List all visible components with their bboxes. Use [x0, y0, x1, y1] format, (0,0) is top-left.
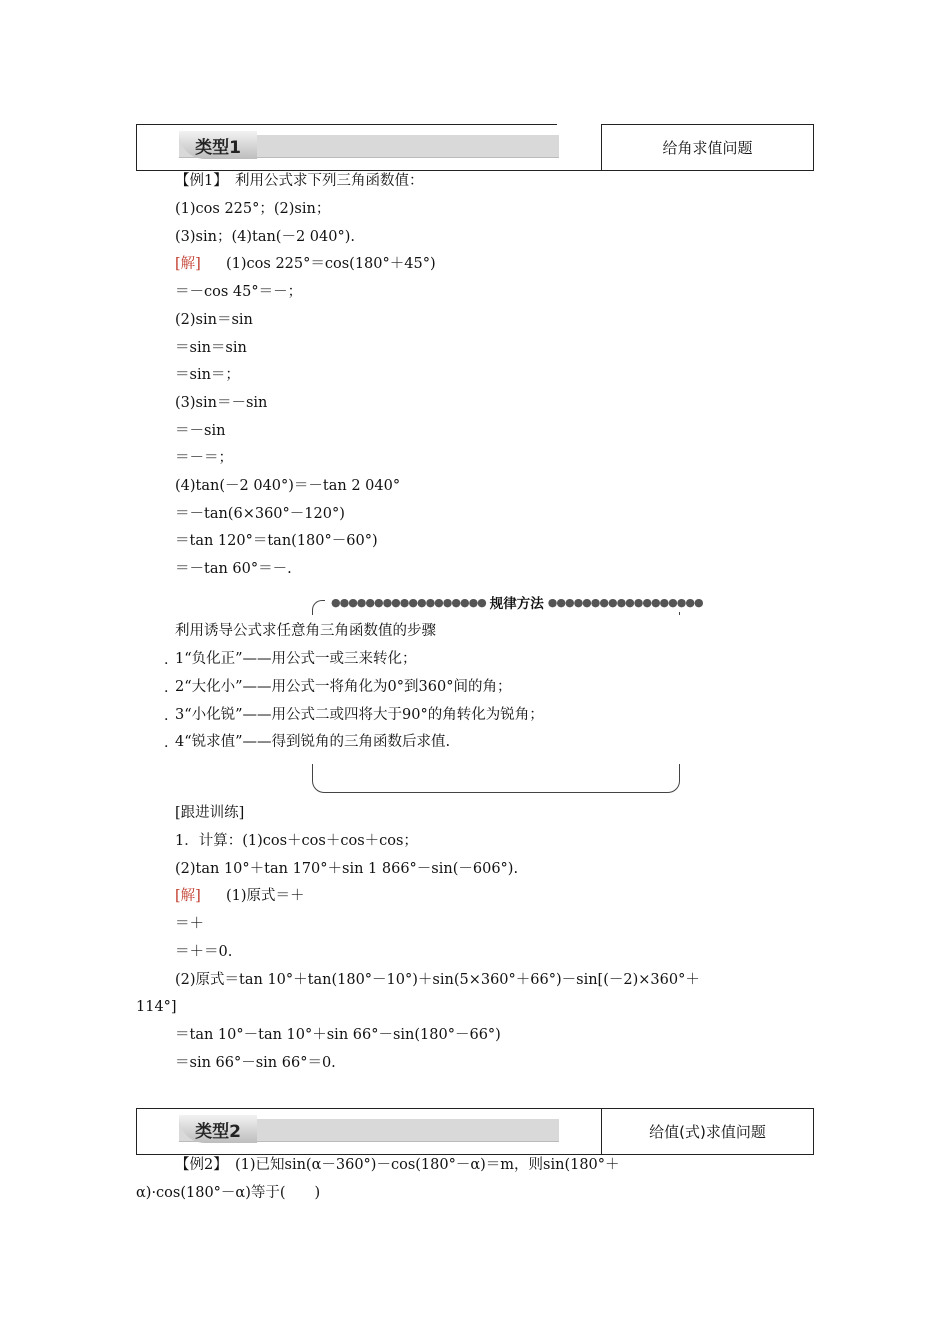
- example1-line-0: 【例1】 利用公式求下列三角函数值：: [175, 173, 424, 189]
- type2-header: [136, 1108, 814, 1155]
- type1-title: 给角求值问题: [662, 139, 753, 157]
- example1-line-7: ＝sin＝；: [175, 367, 240, 383]
- practice-s5: ＝tan 10°－tan 10°＋sin 66°－sin(180°－66°): [175, 1027, 501, 1043]
- type2-badge: 类型2: [179, 1115, 257, 1143]
- example1-line-13: ＝tan 120°＝tan(180°－60°): [175, 533, 378, 549]
- method-item-4: 4“锐求值”——得到锐角的三角函数后求值.: [175, 734, 451, 750]
- practice-s1: (1)原式＝＋: [226, 888, 305, 904]
- method-box-bottom: [312, 764, 680, 793]
- example1-line-3: (1)cos 225°＝cos(180°＋45°): [226, 256, 436, 272]
- example1-line-9: ＝－sin: [175, 423, 226, 439]
- method-title: ●●●●●●●●●●●●●●●●●● 规律方法 ●●●●●●●●●●●●●●●●●●: [325, 592, 709, 612]
- example1-line-14: ＝－tan 60°＝－.: [175, 561, 292, 577]
- example1-line-2: (3)sin；(4)tan(－2 040°).: [175, 229, 355, 245]
- practice-s2: ＝＋: [175, 916, 204, 932]
- example2-line-1: 【例2】 (1)已知sin(α－360°)－cos(180°－α)＝m，则sin(180°＋: [175, 1157, 620, 1173]
- type2-title: 给值(式)求值问题: [649, 1123, 766, 1141]
- method-item-1: 1“负化正”——用公式一或三来转化；: [175, 651, 417, 667]
- practice-solution-tag: [解]: [175, 888, 201, 904]
- method-item-2: 2“大化小”——用公式一将角化为0°到360°间的角；: [175, 679, 512, 695]
- example1-line-11: (4)tan(－2 040°)＝－tan 2 040°: [175, 478, 401, 494]
- example1-line-1: (1)cos 225°；(2)sin；: [175, 201, 331, 217]
- method-item-3: 3“小化锐”——用公式二或四将大于90°的角转化为锐角；: [175, 707, 544, 723]
- practice-q1: 1．计算：(1)cos＋cos＋cos＋cos；: [175, 833, 418, 849]
- method-title-text: 规律方法: [489, 596, 544, 612]
- example1-solution-tag: [解]: [175, 256, 201, 272]
- example1-line-4: ＝－cos 45°＝－；: [175, 284, 303, 300]
- example2-line-2: α)·cos(180°－α)等于( ): [136, 1185, 321, 1201]
- example1-line-6: ＝sin＝sin: [175, 340, 247, 356]
- practice-s3: ＝＋＝0.: [175, 944, 233, 960]
- practice-q2: (2)tan 10°＋tan 170°＋sin 1 866°－sin(－606°).: [175, 861, 519, 877]
- practice-s4a: (2)原式＝tan 10°＋tan(180°－10°)＋sin(5×360°＋66°)－sin[(－2)×360°＋: [175, 972, 700, 988]
- practice-s6: ＝sin 66°－sin 66°＝0.: [175, 1055, 336, 1071]
- example1-line-12: ＝－tan(6×360°－120°): [175, 506, 345, 522]
- method-intro: 利用诱导公式求任意角三角函数值的步骤: [175, 623, 436, 639]
- type1-header: [136, 124, 814, 171]
- example1-line-5: (2)sin＝sin: [175, 312, 253, 328]
- type1-badge: 类型1: [179, 131, 257, 159]
- example1-line-8: (3)sin＝－sin: [175, 395, 268, 411]
- practice-heading: [跟进训练]: [175, 805, 245, 821]
- practice-s4b: 114°]: [136, 999, 177, 1015]
- example1-line-10: ＝－＝；: [175, 450, 233, 466]
